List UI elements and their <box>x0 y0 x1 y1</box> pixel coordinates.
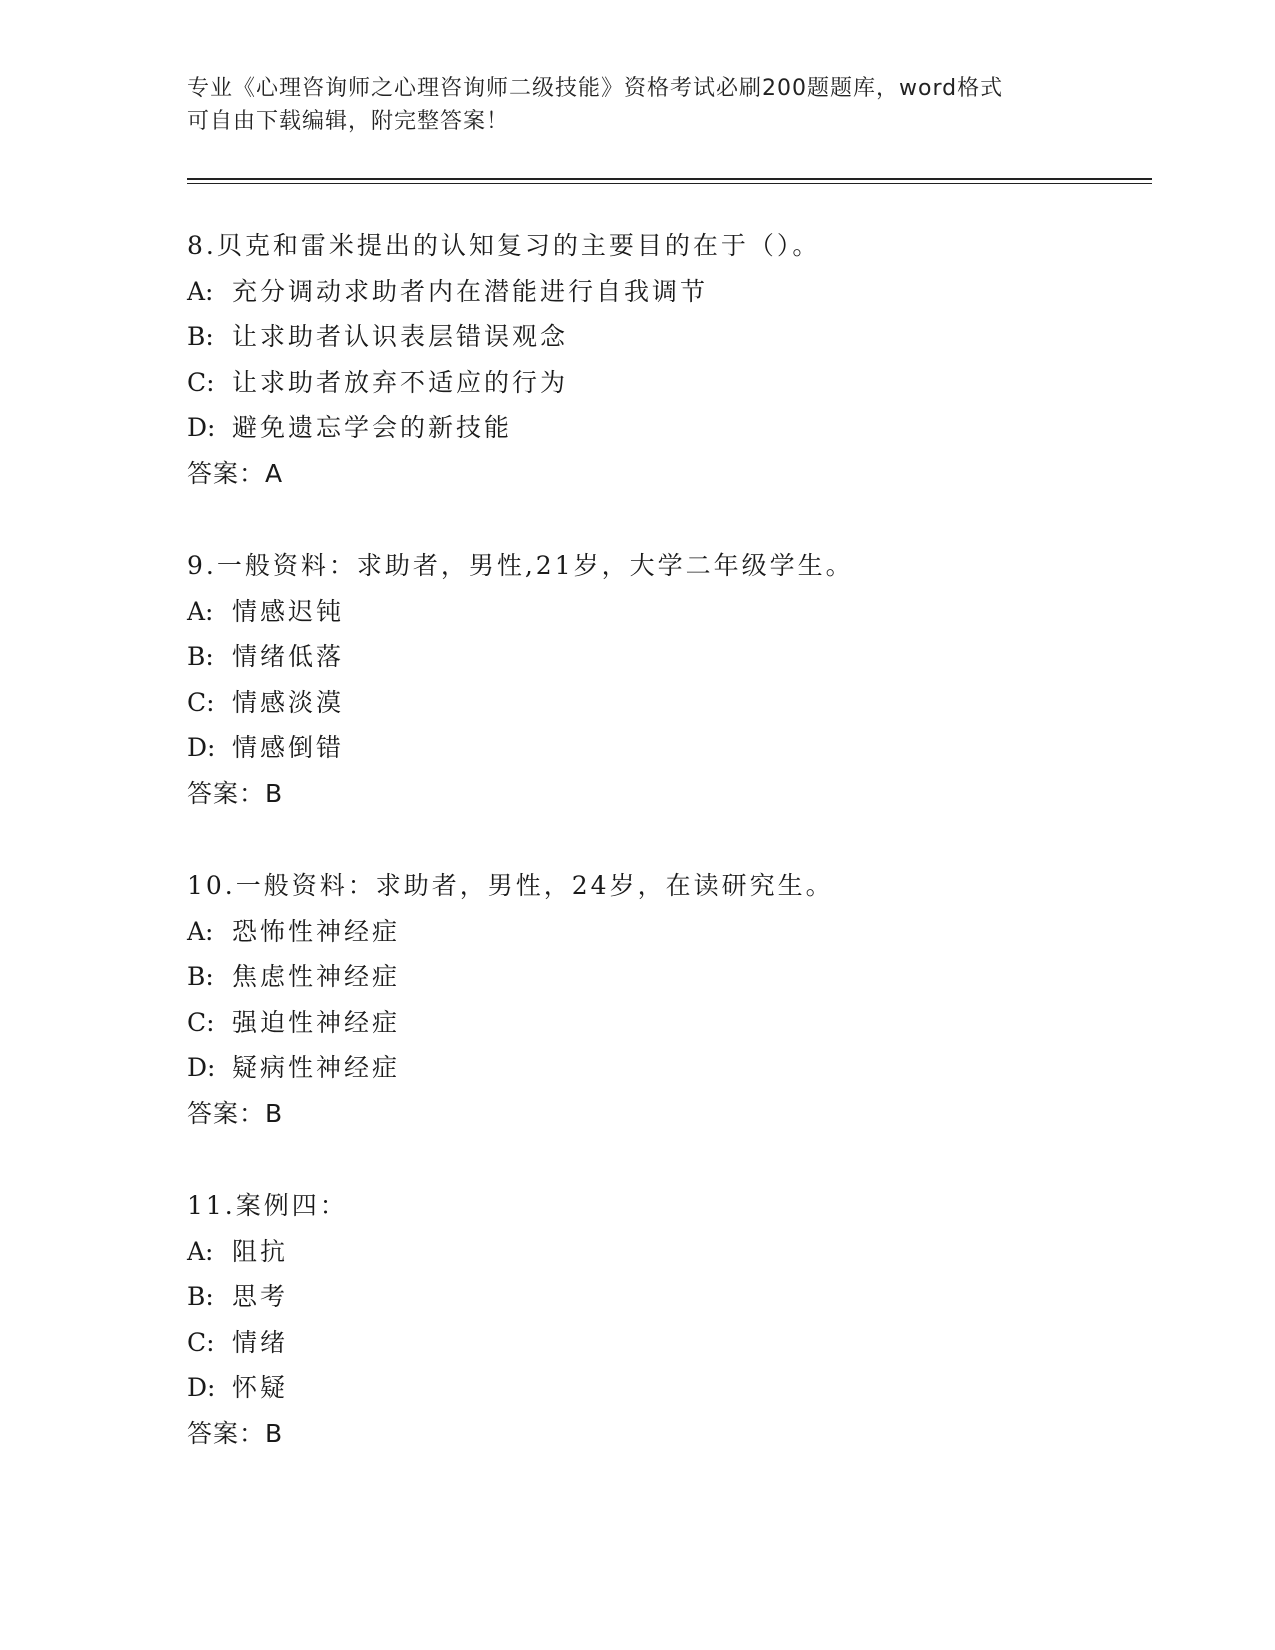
option-d <box>187 1365 1152 1411</box>
option-text: 情感倒错 <box>232 733 345 762</box>
question-stem: 9.一般资料：求助者，男性,21岁，大学二年级学生。 <box>187 551 854 580</box>
question-9 <box>187 543 1152 816</box>
option-label: D: <box>187 1053 216 1082</box>
option-label: A: <box>187 916 214 946</box>
header-line-1: 专业《心理咨询师之心理咨询师二级技能》资格考试必刷200题题库，word格式 <box>187 76 1004 101</box>
option-text: 疑病性神经症 <box>232 1053 401 1082</box>
option-c <box>187 1000 1152 1046</box>
option-b <box>187 954 1152 1000</box>
option-c <box>187 360 1152 406</box>
option-text: 恐怖性神经症 <box>232 916 401 946</box>
answer-line: 答案：B <box>187 1418 284 1448</box>
option-d <box>187 725 1152 771</box>
option-d <box>187 1045 1152 1091</box>
option-a <box>187 269 1152 315</box>
header-line-2: 可自由下载编辑，附完整答案！ <box>187 109 510 134</box>
option-label: A: <box>187 276 214 306</box>
question-11 <box>187 1183 1152 1456</box>
option-text: 情绪低落 <box>232 642 345 671</box>
option-c <box>187 680 1152 726</box>
option-text: 让求助者认识表层错误观念 <box>232 322 569 351</box>
option-b <box>187 634 1152 680</box>
option-text: 焦虑性神经症 <box>232 962 401 991</box>
option-text: 情绪 <box>232 1327 289 1357</box>
option-text: 避免遗忘学会的新技能 <box>232 413 513 442</box>
option-label: B: <box>187 322 214 351</box>
option-label: D: <box>187 413 216 442</box>
option-label: D: <box>187 733 216 762</box>
option-text: 情感迟钝 <box>232 596 345 626</box>
option-b <box>187 1274 1152 1320</box>
answer-line: 答案：A <box>187 458 284 488</box>
option-label: D: <box>187 1373 216 1402</box>
option-text: 充分调动求助者内在潜能进行自我调节 <box>232 276 709 306</box>
option-c <box>187 1320 1152 1366</box>
question-stem: 10.一般资料：求助者，男性，24岁，在读研究生。 <box>187 871 834 900</box>
option-label: B: <box>187 642 214 671</box>
option-text: 怀疑 <box>232 1373 289 1402</box>
option-label: B: <box>187 962 214 991</box>
question-stem: 8.贝克和雷米提出的认知复习的主要目的在于（）。 <box>187 231 821 260</box>
document-header <box>187 72 1087 138</box>
option-label: B: <box>187 1282 214 1311</box>
option-text: 情感淡漠 <box>232 687 345 717</box>
option-b <box>187 314 1152 360</box>
option-text: 让求助者放弃不适应的行为 <box>232 367 569 397</box>
question-8 <box>187 223 1152 496</box>
option-label: A: <box>187 596 214 626</box>
option-a <box>187 909 1152 955</box>
question-10 <box>187 863 1152 1136</box>
option-text: 强迫性神经症 <box>232 1007 401 1037</box>
option-label: A: <box>187 1236 214 1266</box>
option-label: C: <box>187 687 215 717</box>
option-label: C: <box>187 1327 215 1357</box>
header-divider-thin <box>187 183 1152 184</box>
option-a <box>187 589 1152 635</box>
option-text: 阻抗 <box>232 1236 289 1266</box>
option-label: C: <box>187 1007 215 1037</box>
answer-line: 答案：B <box>187 1098 284 1128</box>
answer-line: 答案：B <box>187 778 284 808</box>
header-divider-thick <box>187 178 1152 180</box>
option-a <box>187 1229 1152 1275</box>
question-stem: 11.案例四： <box>187 1191 348 1220</box>
option-d <box>187 405 1152 451</box>
option-text: 思考 <box>232 1282 289 1311</box>
option-label: C: <box>187 367 215 397</box>
